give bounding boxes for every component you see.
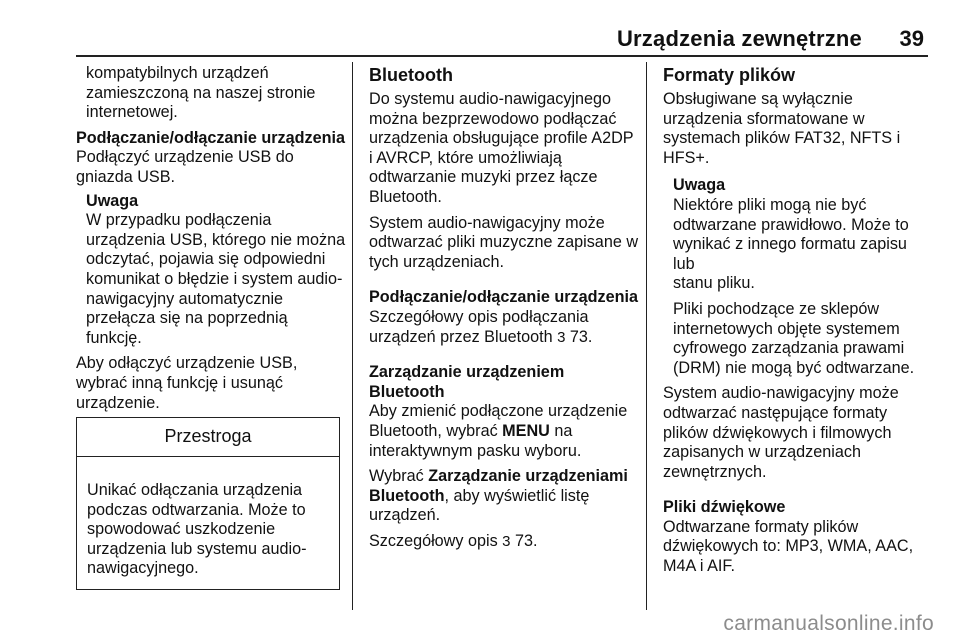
text-line: gniazda USB. <box>76 167 175 186</box>
text-line: zewnętrznych. <box>663 462 767 481</box>
menu-keyword: Bluetooth <box>369 486 445 505</box>
note-title: Uwaga <box>673 176 726 195</box>
paragraph <box>663 384 933 482</box>
section-heading: Pliki dźwiękowe <box>663 498 786 517</box>
text-line: interaktywnym pasku wyboru. <box>369 441 582 460</box>
text-line: kompatybilnych urządzeń <box>86 64 269 82</box>
text-line: urządzeń. <box>369 506 441 525</box>
paragraph <box>663 90 933 168</box>
column-3 <box>663 64 933 577</box>
page-reference[interactable]: 73. <box>515 531 538 550</box>
text-line: zamieszczoną na naszej stronie <box>86 83 316 102</box>
menu-keyword: MENU <box>502 421 550 440</box>
text-line: stanu pliku. <box>673 274 755 293</box>
menu-keyword: Zarządzanie urządzeniami <box>428 467 628 486</box>
text-line: tych urządzeniach. <box>369 252 504 271</box>
text-line: System audio-nawigacyjny może <box>369 213 605 232</box>
text-line: System audio-nawigacyjny może <box>663 384 899 403</box>
text-line: W przypadku podłączenia <box>86 211 272 230</box>
intro-paragraph <box>76 64 346 123</box>
page-title: Urządzenia zewnętrzne <box>616 26 862 51</box>
text-line: Do systemu audio-nawigacyjnego <box>369 90 612 108</box>
text-line: i AVRCP, które umożliwiają <box>369 148 562 167</box>
text-line: można bezprzewodowo podłączać <box>369 109 617 128</box>
page-reference-icon: 3 <box>502 532 511 550</box>
text-line: Szczegółowy opis 3 73. <box>369 531 538 550</box>
text-line: urządzenia USB, którego nie można <box>86 230 346 249</box>
text-line: Obsługiwane są wyłącznie <box>663 90 853 108</box>
text-line: plików dźwiękowych i filmowych <box>663 423 892 442</box>
paragraph <box>663 518 933 577</box>
text-line: Bluetooth, aby wyświetlić listę <box>369 486 590 505</box>
text-line: internetowych objęte systemem <box>673 319 900 338</box>
text-line: Aby zmienić podłączone urządzenie <box>369 402 628 421</box>
text-line: podczas odtwarzania. Może to <box>87 500 306 519</box>
paragraph <box>369 402 641 461</box>
text-line: urządzenie. <box>76 393 160 412</box>
note-block <box>76 192 346 349</box>
section-heading: Zarządzanie urządzeniem Bluetooth <box>369 363 565 401</box>
paragraph <box>369 467 641 526</box>
text-line: M4A i AIF. <box>663 557 735 576</box>
text-line: Bluetooth. <box>369 187 442 206</box>
page-number: 39 <box>899 26 924 51</box>
paragraph <box>76 148 346 187</box>
paragraph <box>369 214 641 273</box>
column-1 <box>76 64 346 590</box>
page-reference-icon: 3 <box>557 328 566 346</box>
text-line: wybrać inną funkcję i usunąć <box>76 373 283 392</box>
text-line: odczytać, pojawia się odpowiedni <box>86 250 326 269</box>
text-line: HFS+. <box>663 148 710 167</box>
column-divider-1 <box>352 62 353 610</box>
text-line: nawigacyjny automatycznie <box>86 289 284 308</box>
watermark: carmanualsonline.info <box>723 612 934 635</box>
page-reference[interactable]: 73. <box>569 327 593 346</box>
text-line: Wybrać Zarządzanie urządzeniami <box>369 467 628 486</box>
text-line: komunikat o błędzie i system audio- <box>86 269 343 288</box>
text-line: spowodować uszkodzenie <box>87 520 276 539</box>
text-line: odtwarzać pliki muzyczne zapisane w <box>369 233 639 252</box>
text-line: urządzenia obsługujące profile A2DP <box>369 129 634 148</box>
text-line: urządzenia sformatowane w <box>663 109 865 128</box>
caution-title: Przestroga <box>77 418 339 457</box>
text-line: przełącza się na poprzednią funkcję. <box>86 309 288 347</box>
column-divider-2 <box>646 62 647 610</box>
text-line: odtwarzanie muzyki przez łącze <box>369 168 598 187</box>
text-line: zapisanych w urządzeniach <box>663 443 861 462</box>
paragraph <box>369 308 641 347</box>
text-line: wynikać z innego formatu zapisu lub <box>673 235 907 273</box>
text-line: nawigacyjnego. <box>87 559 199 578</box>
text-line: urządzenia lub systemu audio- <box>87 539 307 558</box>
text-line: (DRM) nie mogą być odtwarzane. <box>673 358 915 377</box>
column-2 <box>369 64 641 551</box>
text-line: Pliki pochodzące ze sklepów <box>673 299 880 318</box>
paragraph <box>76 354 346 413</box>
section-heading: Podłączanie/odłączanie urządzenia <box>76 128 345 147</box>
section-heading: Bluetooth <box>369 65 453 85</box>
text-line: Aby odłączyć urządzenie USB, <box>76 354 298 373</box>
text-line: cyfrowego zarządzania prawami <box>673 339 905 358</box>
section-heading: Podłączanie/odłączanie urządzenia <box>369 288 638 307</box>
text-line: Szczegółowy opis podłączania <box>369 307 589 326</box>
text-line: Unikać odłączania urządzenia <box>87 481 303 500</box>
section-heading: Formaty plików <box>663 65 796 85</box>
text-line: odtwarzane prawidłowo. Może to <box>673 215 909 234</box>
text-line: internetowej. <box>86 103 178 122</box>
text-line: urządzeń przez Bluetooth 3 73. <box>369 327 593 346</box>
paragraph <box>369 90 641 208</box>
text-line: odtwarzać następujące formaty <box>663 403 888 422</box>
text-line: Niektóre pliki mogą nie być <box>673 195 867 214</box>
text-line: dźwiękowych to: MP3, WMA, AAC, <box>663 537 914 556</box>
caution-box <box>76 417 340 590</box>
text-line: Bluetooth, wybrać MENU na <box>369 421 573 440</box>
note-block <box>663 176 933 378</box>
text-line: Odtwarzane formaty plików <box>663 517 859 536</box>
note-title: Uwaga <box>86 191 139 210</box>
caution-body <box>77 457 339 589</box>
text-line: Podłączyć urządzenie USB do <box>76 148 294 167</box>
text-line: systemach plików FAT32, NFTS i <box>663 129 901 148</box>
header-rule <box>76 55 928 57</box>
